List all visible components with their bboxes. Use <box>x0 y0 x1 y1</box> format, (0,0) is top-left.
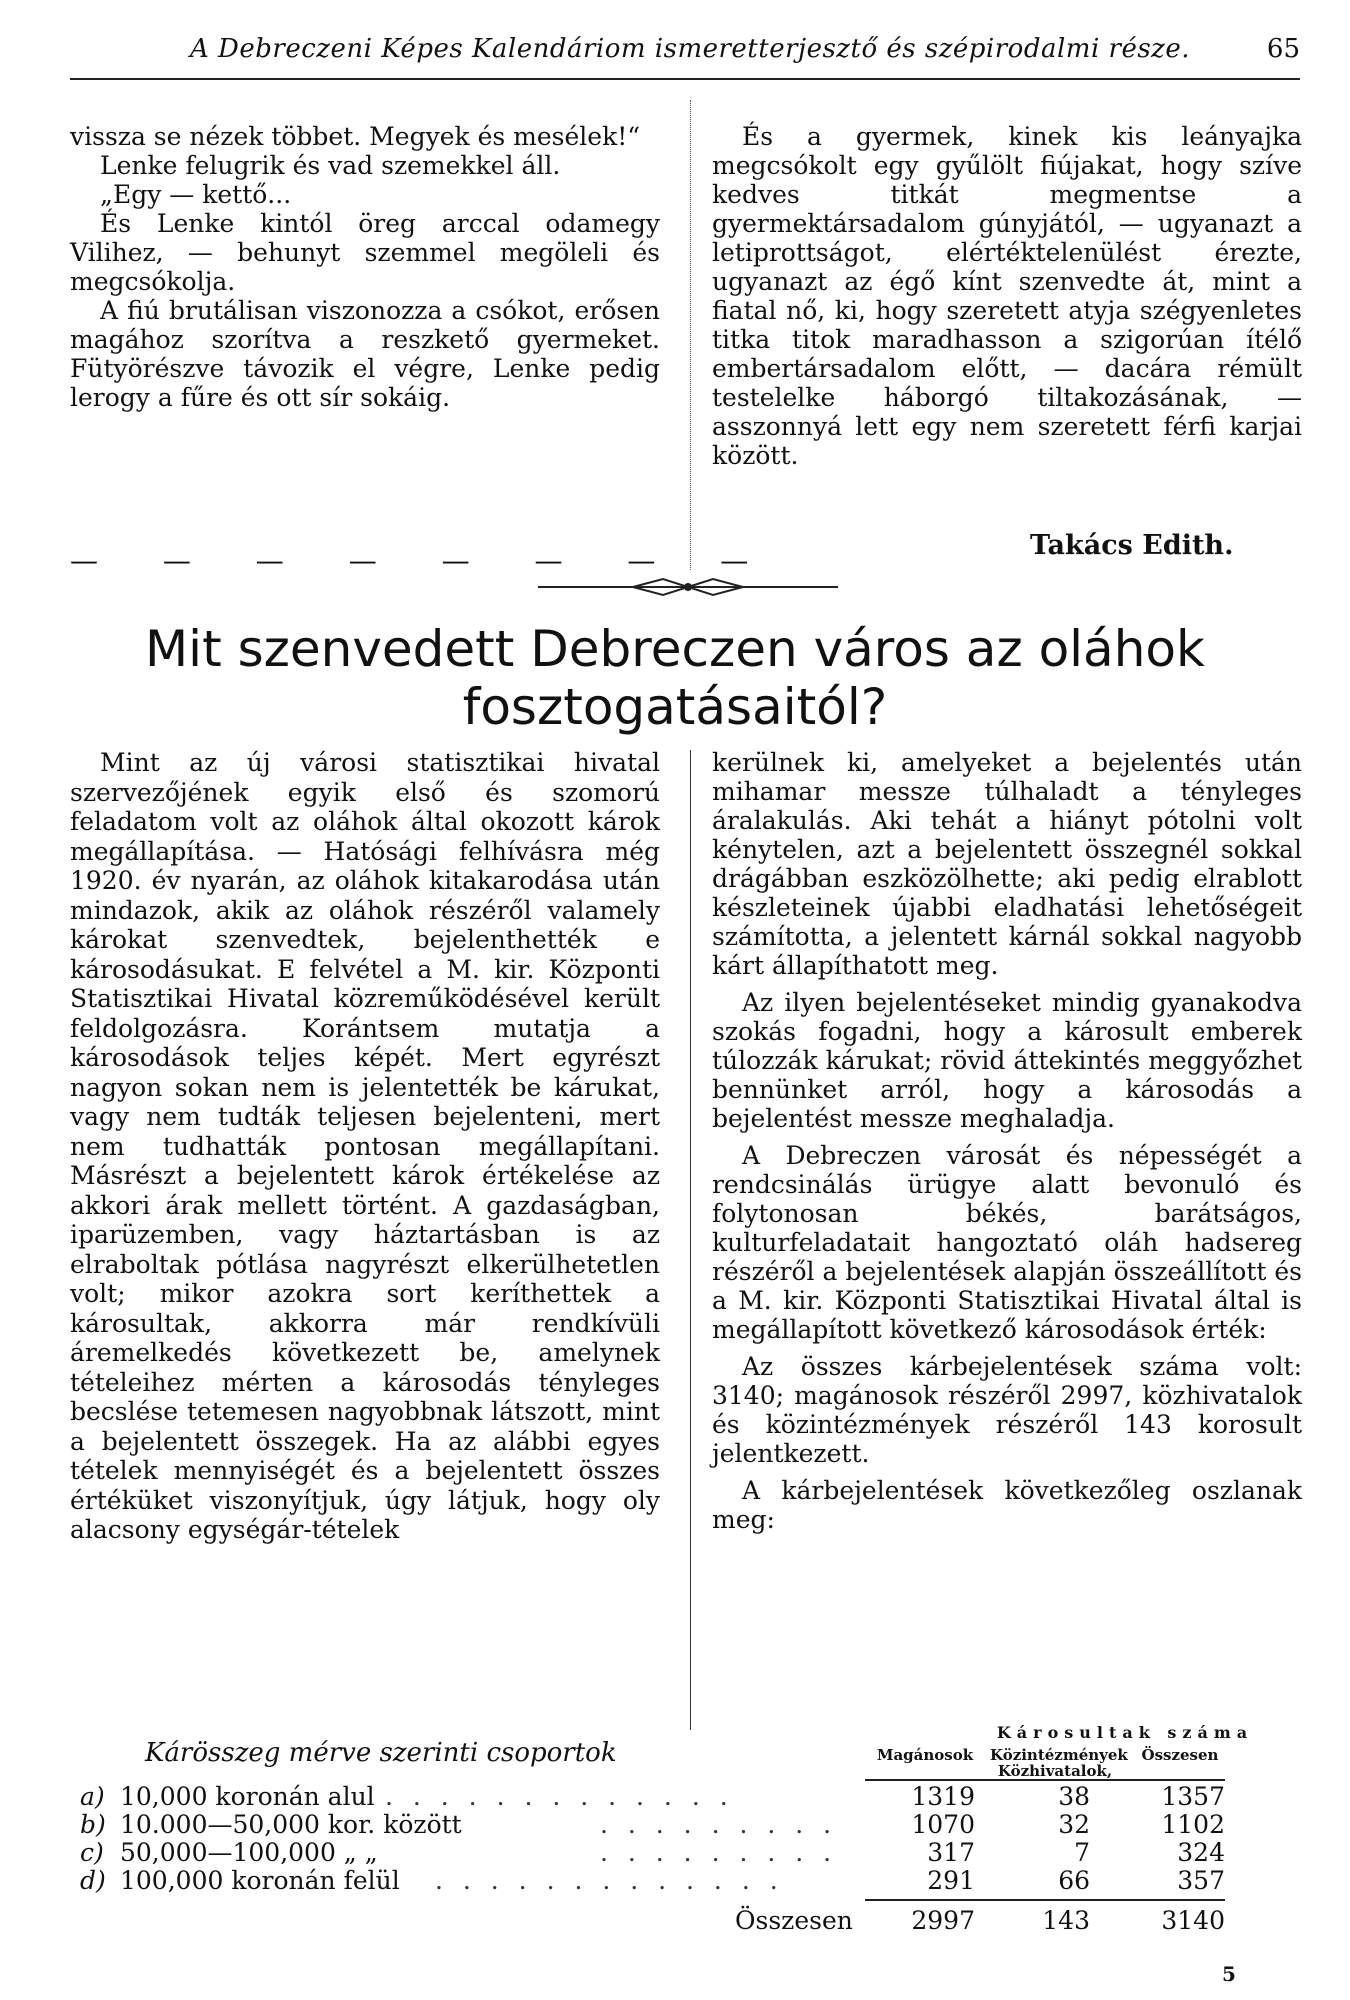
page-number: 65 <box>1266 34 1300 64</box>
row-label: 100,000 koronán felül <box>120 1866 400 1895</box>
cell-private: 1319 <box>911 1782 975 1811</box>
author-signature: Takács Edith. <box>1030 530 1234 561</box>
cell-private: 291 <box>927 1866 975 1895</box>
row-letter: d) <box>80 1866 106 1895</box>
table-row <box>80 1811 1240 1839</box>
table-column-header: Közintézmények Közhivatalok, <box>990 1746 1128 1780</box>
section-dashes: — — — — — — — — <box>70 544 777 577</box>
table-total-row <box>80 1907 1240 1935</box>
row-leader: . . . . . . . . . <box>600 1810 838 1839</box>
cell-public: 66 <box>1058 1866 1090 1895</box>
article-paragraph: A kárbejelentések következőleg oszlanak meg: <box>712 1476 1302 1534</box>
cell-private: 1070 <box>911 1810 975 1839</box>
story-left-column <box>70 122 660 412</box>
row-letter: a) <box>80 1782 105 1811</box>
article-title <box>60 620 1290 736</box>
table-column-header: Összesen <box>1141 1746 1219 1764</box>
story-paragraph: Lenke felugrik és vad szemekkel áll. <box>100 151 561 180</box>
table-group-header: Károsultak száma <box>996 1723 1254 1742</box>
story-right-column <box>712 122 1302 470</box>
article-left-column <box>70 748 660 1545</box>
article-paragraph: kerülnek ki, amelyeket a bejelentés után mihamar messze túlhaladt a tényleges áralakulás. Aki tehát a hiányt pótolni volt kénytelen, azt a bejelentett összegnél sokkal drágábban eszközölhette; aki pedig elrablott készleteinek újabbi eladhatási lehetőségeit számította, a jelentett kárnál sokkal nagyobb kárt állapíthatott meg. <box>712 748 1302 980</box>
table-header-rule <box>865 1779 1225 1781</box>
row-label: 10,000 koronán alul <box>120 1782 375 1811</box>
row-leader: . . . . . . . . . <box>600 1838 838 1867</box>
table-row <box>80 1783 1240 1811</box>
article-right-column <box>712 748 1302 1534</box>
article-title-line: Mit szenvedett Debreczen város az oláhok <box>145 620 1205 678</box>
story-paragraph: „Egy — kettő... <box>100 180 292 209</box>
table-row <box>80 1867 1240 1895</box>
article-paragraph: Mint az új városi statisztikai hivatal szervezőjének egyik első és szomorú feladatom volt az oláhok által okozott károk megállapítása. — Hatósági felhívásra még 1920. év nyarán, az oláhok kitakarodása után mindazok, akik az oláhok részéről valamely károkat szenvedtek, bejelenthették e károsodásukat. E felvétel a M. kir. Központi Statisztikai Hivatal közreműködésével került feldolgozásra. Korántsem mutatja a károsodások teljes képét. Mert egyrészt nagyon sokan nem is jelentették be kárukat, vagy nem tudták teljesen bejelenteni, mert nem tudhatták pontosan megállapítani. Másrészt a bejelentett károk értékelése az akkori árak mellett történt. A gazdaságban, iparüzemben, vagy háztartásban is az elraboltak pótlása nagyrészt elkerülhetetlen volt; mikor azokra sort keríthettek a károsultak, akkorra már rendkívüli áremelkedés következett be, amelynek tételeihez mérten a károsodás tényleges becslése tetemesen nagyobbnak látszott, mint a bejelentett összegek. Ha az alábbi egyes tételek mennyiségét és a bejelentett összes értéküket viszonyítjuk, úgy látjuk, hogy oly alacsony egységár-tételek <box>70 748 660 1544</box>
cell-total: 1357 <box>1161 1782 1225 1811</box>
cell-public: 38 <box>1058 1782 1090 1811</box>
total-label: Összesen <box>735 1906 853 1935</box>
row-letter: b) <box>80 1810 106 1839</box>
cell-public: 7 <box>1074 1838 1090 1867</box>
column-divider <box>690 100 691 570</box>
footer-signature-mark: 5 <box>1222 1962 1236 1986</box>
table-row-label-header: Kárösszeg mérve szerinti csoportok <box>145 1738 617 1768</box>
article-paragraph: A Debreczen városát és népességét a rendcsinálás ürügye alatt bevonuló és folytonosan békés, barátságos, kulturfeladatait hangoztató oláh hadsereg részéről a bejelentések alapján összeállított és a M. kir. Központi Statisztikai Hivatal által is megállapított következő károsodások érték: <box>712 1141 1302 1344</box>
ornament-divider <box>538 575 838 599</box>
cell-total: 324 <box>1177 1838 1225 1867</box>
article-title-line: fosztogatásaitól? <box>462 678 888 736</box>
cell-total: 1102 <box>1161 1810 1225 1839</box>
running-header <box>70 22 1300 80</box>
cell-private: 317 <box>927 1838 975 1867</box>
row-leader: . . . . . . . . . . . . . <box>435 1866 784 1895</box>
row-leader: . . . . . . . . . . . . . <box>385 1782 734 1811</box>
story-paragraph: vissza se nézek többet. Megyek és mesélek!“ <box>70 122 641 151</box>
article-paragraph: Az ilyen bejelentéseket mindig gyanakodva szokás fogadni, hogy a károsult emberek túlozzák kárukat; rövid áttekintés meggyőzhet bennünket arról, hogy a károsodás a bejelentést messze meghaladja. <box>712 988 1302 1133</box>
total-private: 2997 <box>911 1906 975 1935</box>
table-total-rule <box>865 1899 1225 1901</box>
cell-public: 32 <box>1058 1810 1090 1839</box>
story-paragraph: És a gyermek, kinek kis leányajka megcsókolt egy gyűlölt fiújakat, hogy szíve kedves titkát megmentse a gyermektársadalom gúnyjától, — ugyanazt a letiprottságot, elértéktelenülést érezte, ugyanazt az égő kínt szenvedte át, mint a fiatal nő, ki, hogy szeretett atyja szégyenletes titka titok maradhasson a szigorúan ítélő embertársadalom előtt, — dacára rémült testelelke háborgó tiltakozásának, — asszonnyá lett egy nem szeretett férfi karjai között. <box>712 122 1302 470</box>
row-label: 10.000—50,000 kor. között <box>120 1810 462 1839</box>
header-title: A Debreczeni Képes Kalendáriom ismeretterjesztő és szépirodalmi része. <box>190 34 1191 64</box>
table-row <box>80 1839 1240 1867</box>
story-paragraph: A fiú brutálisan viszonozza a csókot, erősen magához szorítva a reszkető gyermeket. Fütyörészve távozik el végre, Lenke pedig lerogy a fűre és ott sír sokáig. <box>70 296 660 412</box>
story-paragraph: És Lenke kintól öreg arccal odamegy Vilihez, — behunyt szemmel megöleli és megcsókolja. <box>70 209 660 296</box>
damage-table <box>70 1725 1310 1965</box>
article-paragraph: Az összes kárbejelentések száma volt: 3140; magánosok részéről 2997, közhivatalok és közintézmények részéről 143 korosult jelentkezett. <box>712 1352 1302 1468</box>
total-all: 3140 <box>1161 1906 1225 1935</box>
table-column-header: Magánosok <box>876 1746 974 1764</box>
total-public: 143 <box>1042 1906 1090 1935</box>
cell-total: 357 <box>1177 1866 1225 1895</box>
column-divider <box>690 750 691 1730</box>
row-letter: c) <box>80 1838 104 1867</box>
row-label: 50,000—100,000 „ „ <box>120 1838 378 1867</box>
